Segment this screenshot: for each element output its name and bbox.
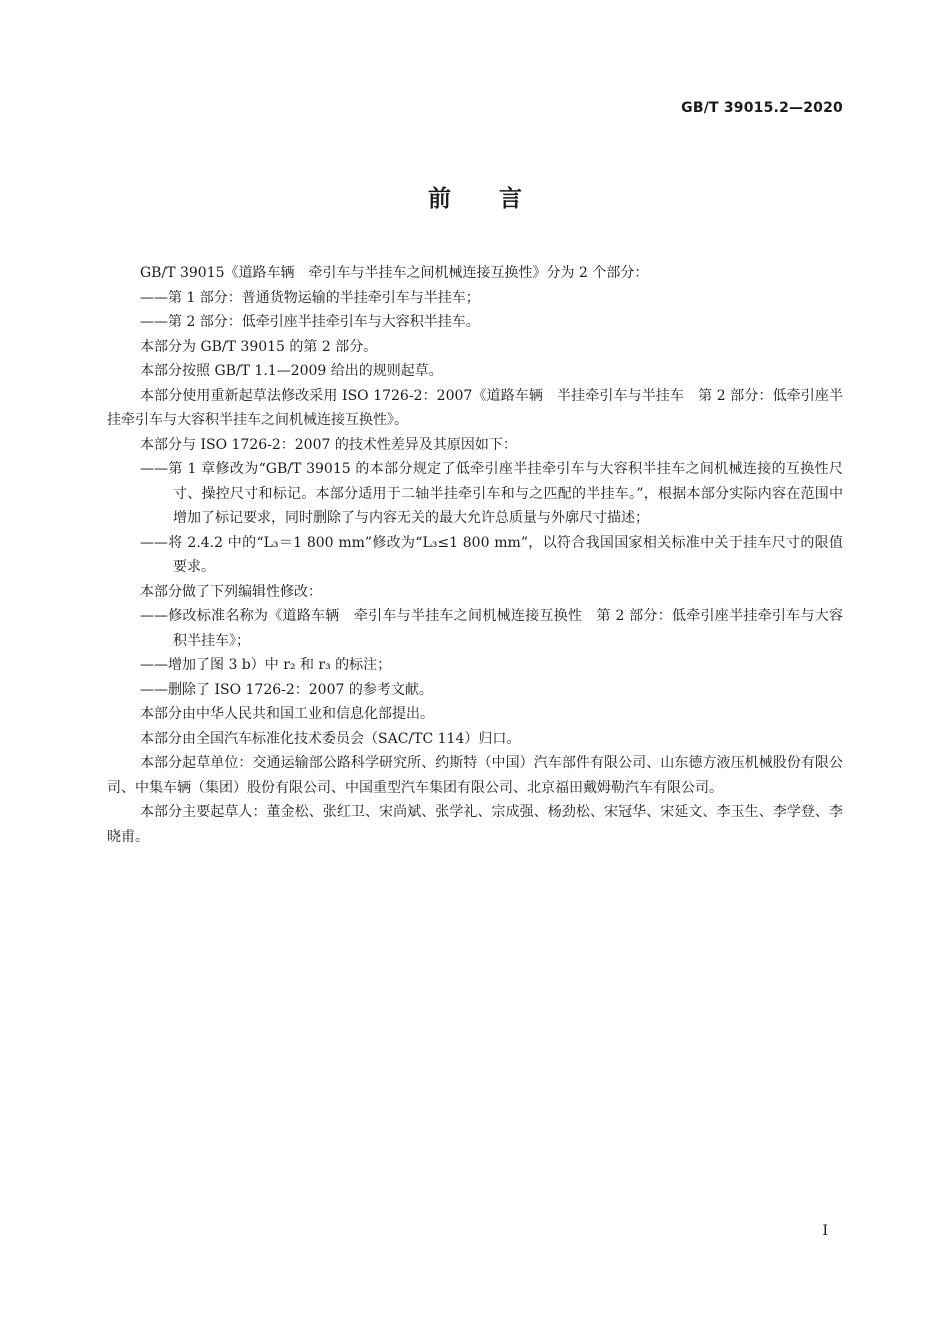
technical-difference-item: ——将 2.4.2 中的“L₃＝1 800 mm”修改为“L₃≤1 800 mm”，以符合我国国家相关标准中关于挂车尺寸的限值要求。 (140, 534, 843, 575)
proposer-statement: 本部分由中华人民共和国工业和信息化部提出。 (140, 706, 434, 722)
page-number: I (822, 1223, 828, 1239)
editorial-change-item: ——增加了图 3 b）中 r₂ 和 r₃ 的标注； (140, 657, 392, 673)
technical-differences-intro: 本部分与 ISO 1726-2：2007 的技术性差异及其原因如下： (140, 436, 517, 453)
editorial-change-item: ——删除了 ISO 1726-2：2007 的参考文献。 (140, 681, 433, 698)
editorial-change-item: ——修改标准名称为《道路车辆 牵引车与半挂车之间机械连接互换性 第 2 部分：低牵引座半挂牵引车与大容积半挂车》； (140, 608, 843, 649)
drafters: 本部分主要起草人：董金松、张红卫、宋尚斌、张学礼、宗成强、杨劲松、宋冠华、宋延文、李玉生、李学登、李晓甫。 (107, 804, 843, 845)
adoption-statement: 本部分使用重新起草法修改采用 ISO 1726-2：2007《道路车辆 半挂牵引车与半挂车 第 2 部分：低牵引座半挂牵引车与大容积半挂车之间机械连接互换性》。 (107, 387, 843, 428)
part-2-item: ——第 2 部分：低牵引座半挂牵引车与大容积半挂车。 (140, 314, 480, 330)
technical-difference-item: ——第 1 章修改为“GB/T 39015 的本部分规定了低牵引座半挂牵引车与大容积半挂车之间机械连接的互换性尺寸、操控尺寸和标记。本部分适用于二轴半挂牵引车和与之匹配的半挂车。”，根据本部分实际内容在范围中增加了标记要求，同时删除了与内容无关的最大允许总质量与外廓尺寸描述； (140, 461, 843, 526)
administrator-statement: 本部分由全国汽车标准化技术委员会（SAC/TC 114）归口。 (140, 730, 521, 747)
part-statement: 本部分为 GB/T 39015 的第 2 部分。 (140, 338, 378, 355)
standard-code: GB/T 39015.2—2020 (681, 100, 843, 116)
part-1-item: ——第 1 部分：普通货物运输的半挂牵引车与半挂车； (140, 289, 480, 306)
intro-paragraph: GB/T 39015《道路车辆 牵引车与半挂车之间机械连接互换性》分为 2 个部分： (140, 265, 649, 281)
editorial-changes-intro: 本部分做了下列编辑性修改： (140, 583, 322, 600)
drafting-rules: 本部分按照 GB/T 1.1—2009 给出的规则起草。 (140, 363, 443, 379)
page-title: 前言 (428, 186, 570, 212)
drafting-organizations: 本部分起草单位：交通运输部公路科学研究所、约斯特（中国）汽车部件有限公司、山东德方液压机械股份有限公司、中集车辆（集团）股份有限公司、中国重型汽车集团有限公司、北京福田戴姆勒汽车有限公司。 (107, 755, 843, 796)
foreword-body (107, 261, 843, 849)
